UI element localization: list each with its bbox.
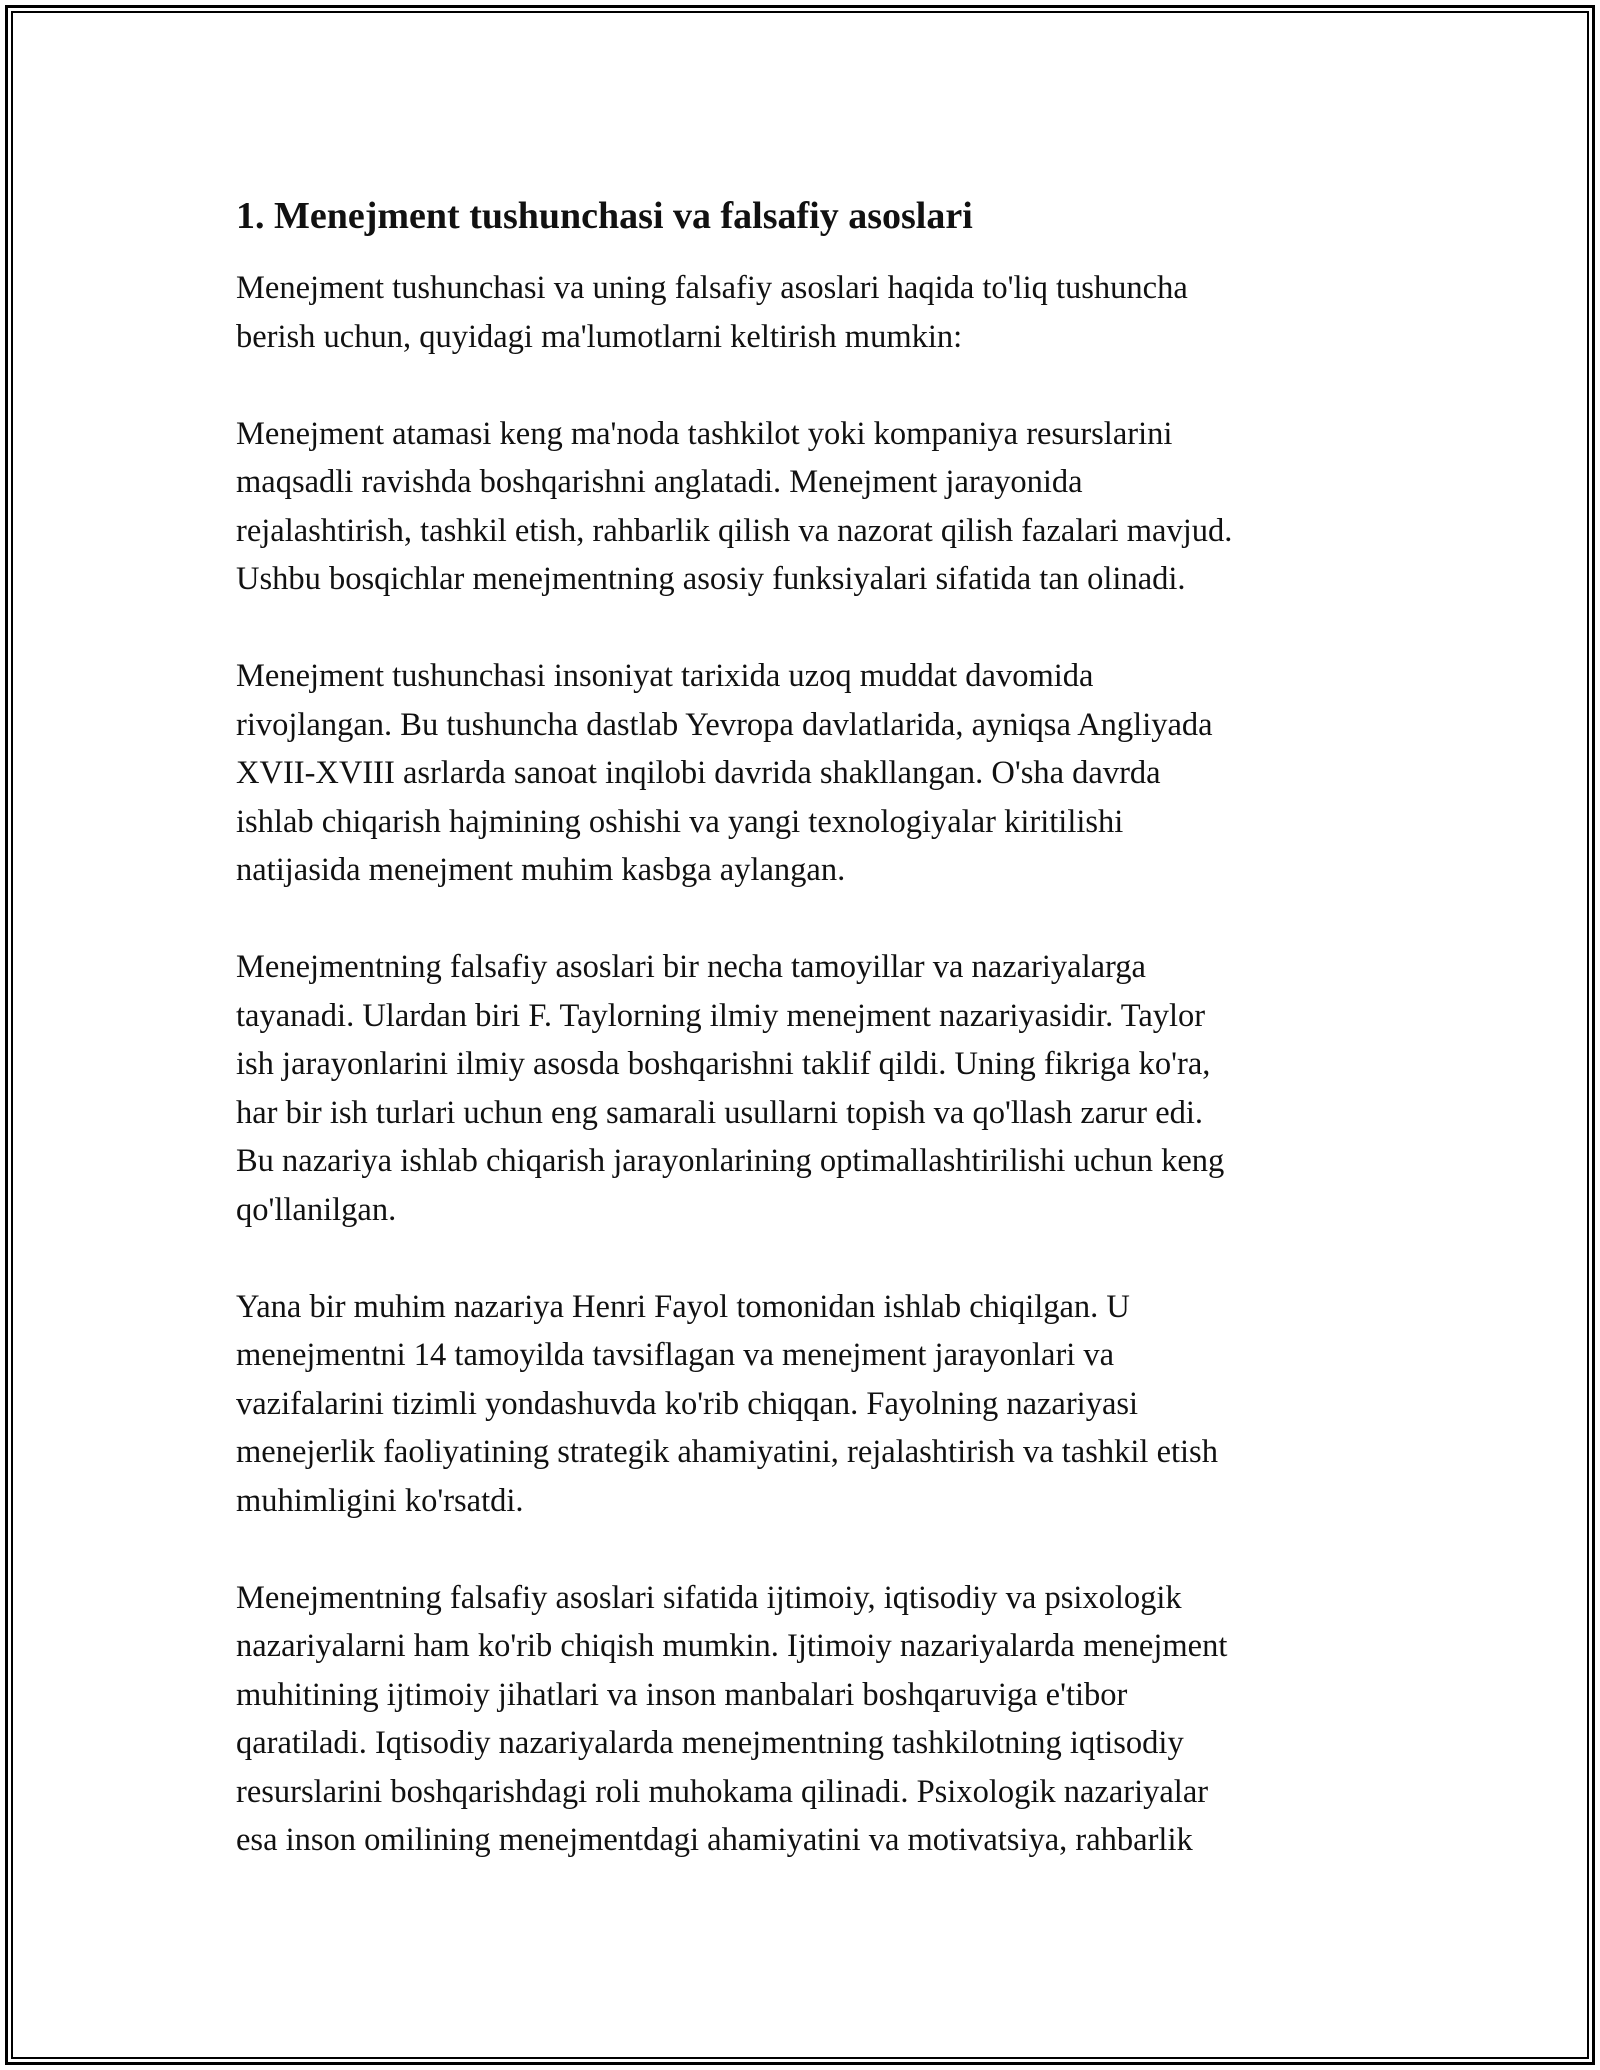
section-heading: 1. Menejment tushunchasi va falsafiy asoslari	[236, 195, 973, 237]
paragraph-line: qaratiladi. Iqtisodiy nazariyalarda menejmentning tashkilotning iqtisodiy	[236, 1725, 1184, 1761]
paragraph-line: berish uchun, quyidagi ma'lumotlarni keltirish mumkin:	[236, 318, 963, 355]
paragraph-line: Yana bir muhim nazariya Henri Fayol tomonidan ishlab chiqilgan. U	[236, 1288, 1130, 1325]
body-paragraph	[236, 410, 1366, 604]
paragraph-line: har bir ish turlari uchun eng samarali usullarni topish va qo'llash zarur edi.	[236, 1094, 1204, 1131]
paragraph-line: esa inson omilining menejmentdagi ahamiyatini va motivatsiya, rahbarlik	[236, 1822, 1193, 1858]
paragraph-line: qo'llanilgan.	[236, 1191, 397, 1228]
body-paragraph	[236, 264, 1366, 361]
body-paragraph	[236, 652, 1366, 895]
paragraph-line: Menejmentning falsafiy asoslari sifatida ijtimoiy, iqtisodiy va psixologik	[236, 1579, 1182, 1616]
paragraph-line: menejerlik faoliyatining strategik ahamiyatini, rejalashtirish va tashkil etish	[236, 1434, 1218, 1470]
paragraph-line: XVII-XVIII asrlarda sanoat inqilobi davrida shakllangan. O'sha davrda	[236, 755, 1161, 791]
paragraph-line: muhimligini ko'rsatdi.	[236, 1482, 524, 1519]
paragraph-line: Menejment tushunchasi va uning falsafiy asoslari haqida to'liq tushuncha	[236, 270, 1188, 306]
paragraph-line: tayanadi. Ulardan biri F. Taylorning ilmiy menejment nazariyasidir. Taylor	[236, 997, 1206, 1034]
paragraph-line: rejalashtirish, tashkil etish, rahbarlik qilish va nazorat qilish fazalari mavjud.	[236, 512, 1233, 549]
paragraph-line: nazariyalarni ham ko'rib chiqish mumkin. Ijtimoiy nazariyalarda menejment	[236, 1628, 1228, 1664]
paragraph-line: resurslarini boshqarishdagi roli muhokama qilinadi. Psixologik nazariyalar	[236, 1773, 1209, 1810]
paragraph-list	[236, 264, 1366, 1865]
paragraph-line: natijasida menejment muhim kasbga aylangan.	[236, 852, 846, 888]
paragraph-line: menejmentni 14 tamoyilda tavsiflagan va menejment jarayonlari va	[236, 1337, 1115, 1373]
document-body	[236, 190, 1366, 1913]
paragraph-line: vazifalarini tizimli yondashuvda ko'rib chiqqan. Fayolning nazariyasi	[236, 1385, 1139, 1422]
paragraph-line: Ushbu bosqichlar menejmentning asosiy funksiyalari sifatida tan olinadi.	[236, 561, 1186, 597]
paragraph-line: rivojlangan. Bu tushuncha dastlab Yevropa davlatlarida, ayniqsa Angliyada	[236, 706, 1213, 743]
paragraph-line: Menejment atamasi keng ma'noda tashkilot yoki kompaniya resurslarini	[236, 415, 1173, 452]
paragraph-line: ishlab chiqarish hajmining oshishi va yangi texnologiyalar kiritilishi	[236, 803, 1124, 840]
paragraph-line: Menejmentning falsafiy asoslari bir necha tamoyillar va nazariyalarga	[236, 949, 1146, 985]
paragraph-line: Menejment tushunchasi insoniyat tarixida uzoq muddat davomida	[236, 658, 1094, 694]
body-paragraph	[236, 943, 1366, 1234]
paragraph-line: muhitining ijtimoiy jihatlari va inson manbalari boshqaruviga e'tibor	[236, 1676, 1128, 1713]
body-paragraph	[236, 1574, 1366, 1865]
paragraph-line: maqsadli ravishda boshqarishni anglatadi. Menejment jarayonida	[236, 464, 1083, 500]
paragraph-line: Bu nazariya ishlab chiqarish jarayonlarining optimallashtirilishi uchun keng	[236, 1143, 1225, 1179]
body-paragraph	[236, 1283, 1366, 1526]
paragraph-line: ish jarayonlarini ilmiy asosda boshqarishni taklif qildi. Uning fikriga ko'ra,	[236, 1046, 1211, 1082]
